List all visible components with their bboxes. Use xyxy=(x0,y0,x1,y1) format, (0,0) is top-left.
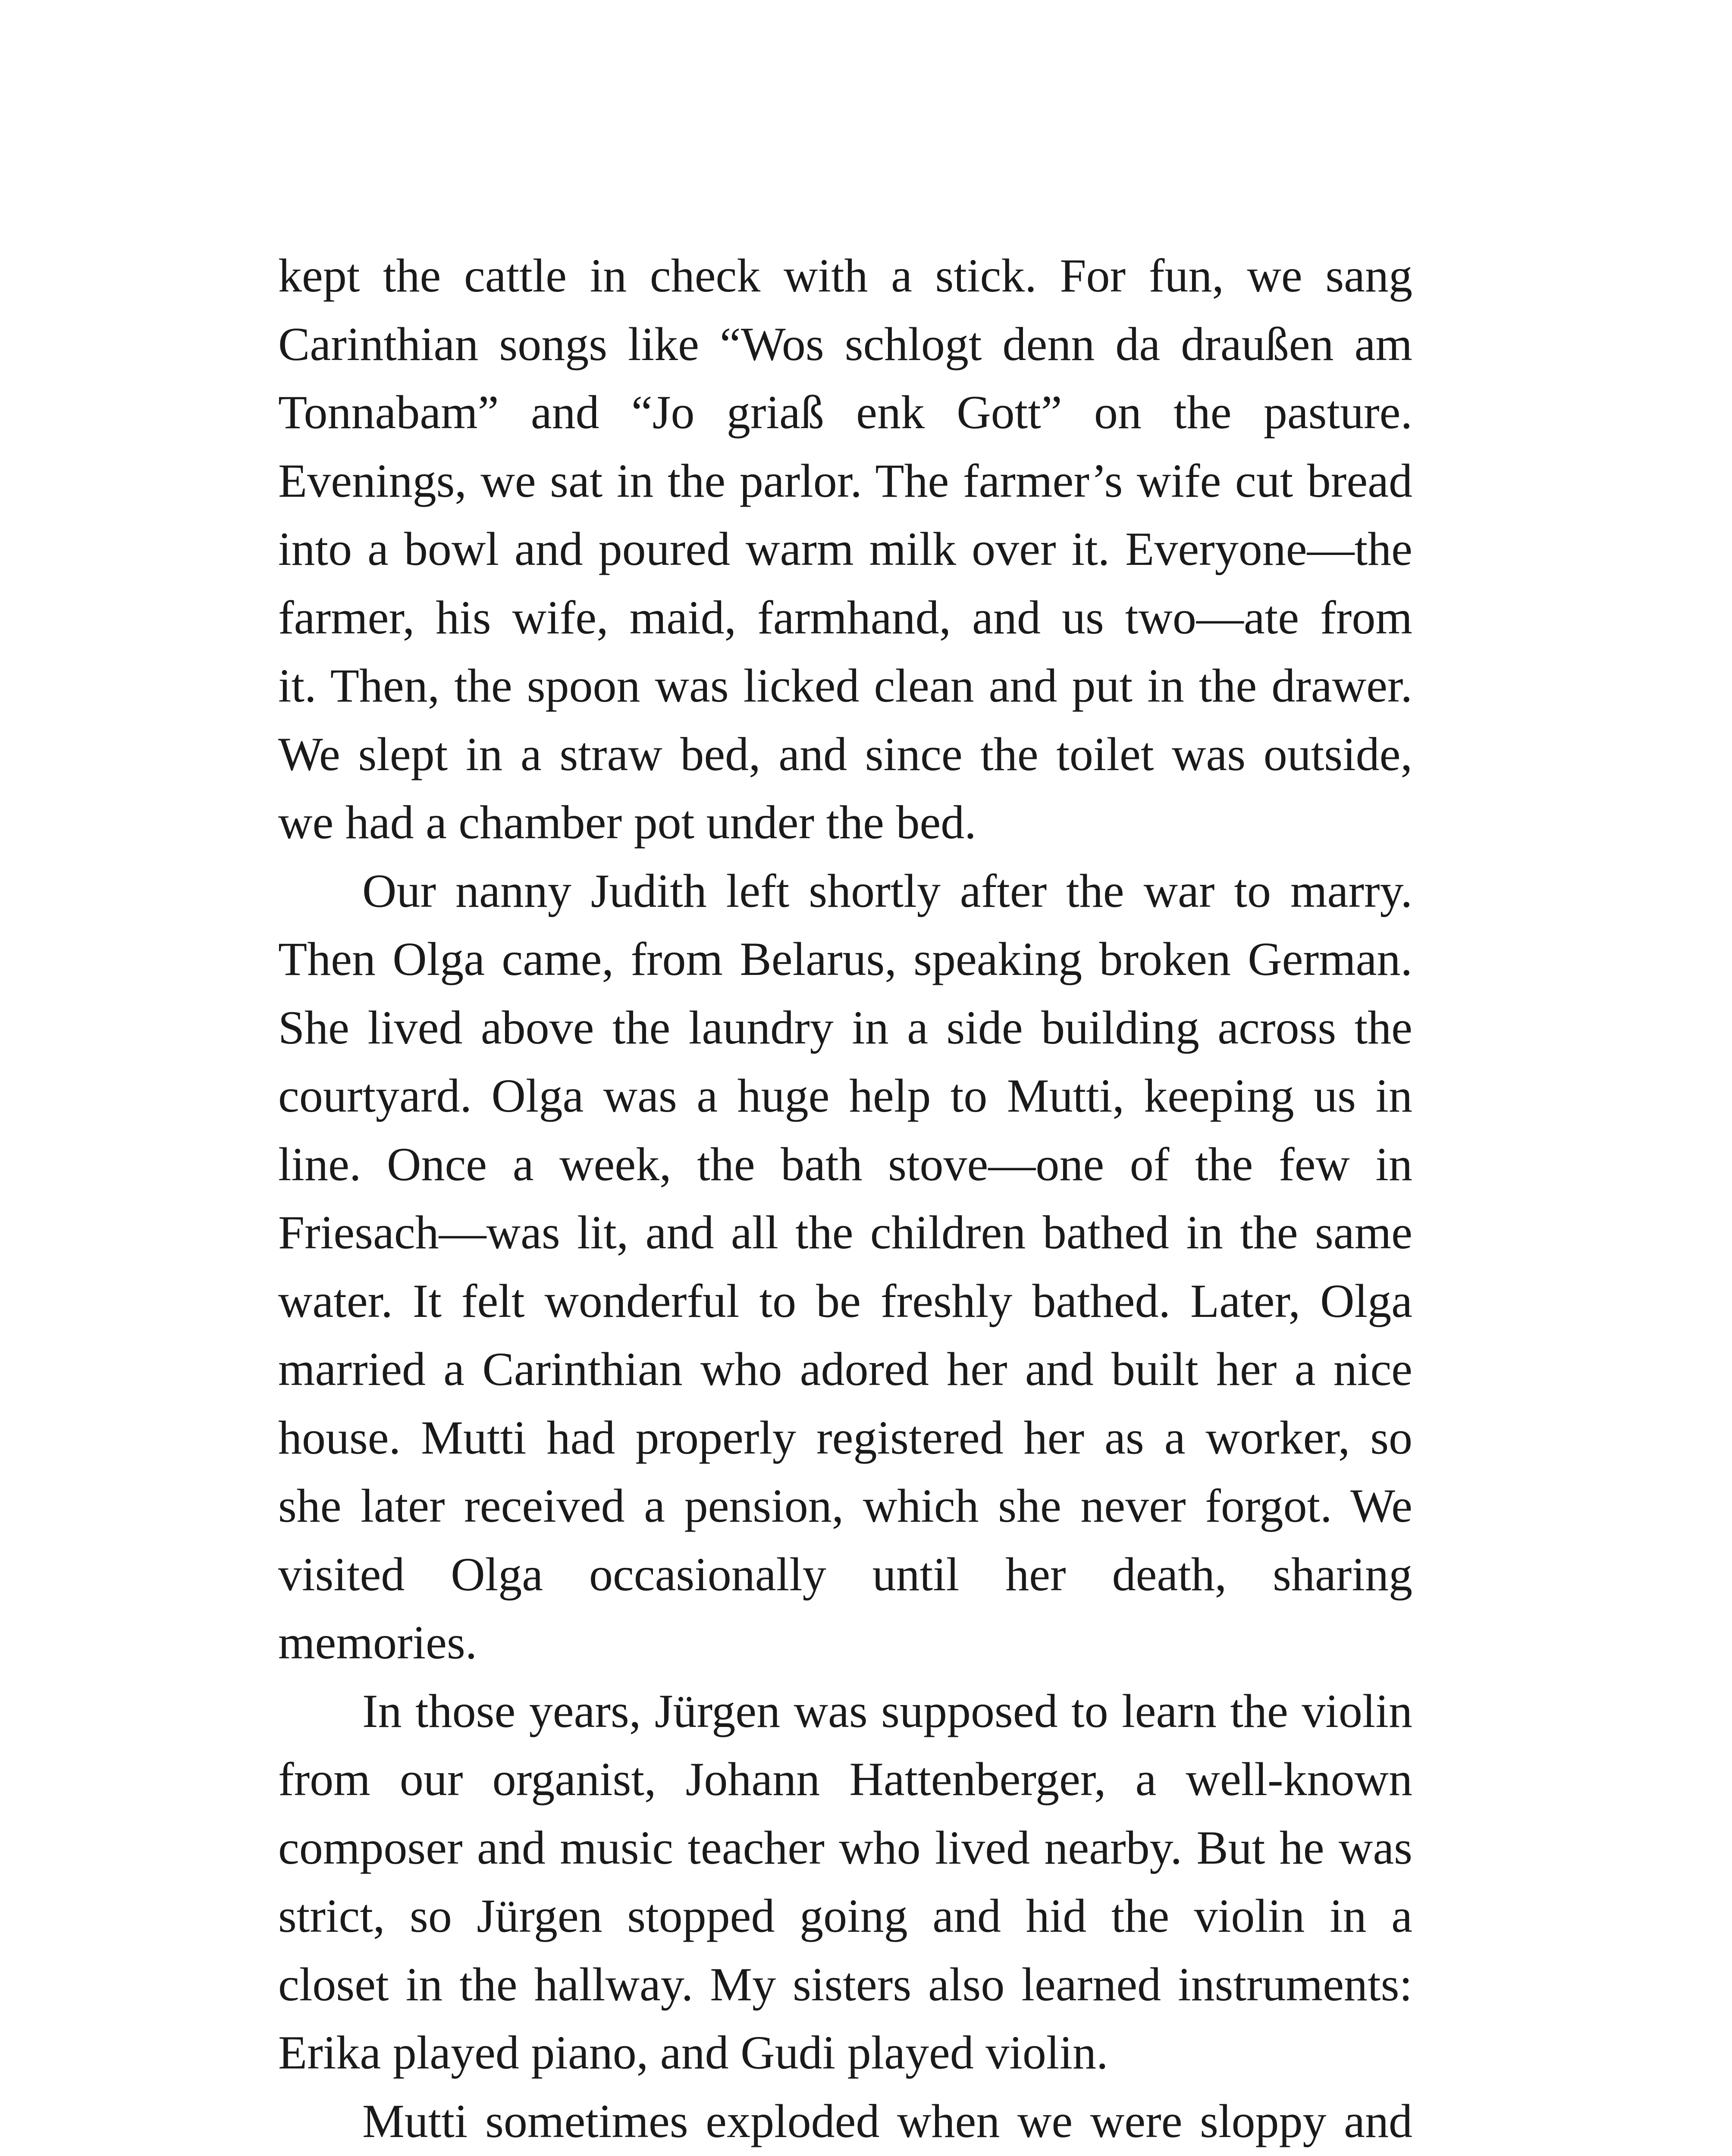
text-line: Evenings, we sat in the parlor. The farmer’s wife cut bread xyxy=(278,454,1412,507)
text-line: house. Mutti had properly registered her as a worker, so xyxy=(278,1411,1412,1464)
text-line: She lived above the laundry in a side building across the xyxy=(278,1001,1412,1054)
paragraph xyxy=(278,241,1412,857)
body-text xyxy=(278,241,1412,2156)
text-line: In those years, Jürgen was supposed to learn the violin xyxy=(362,1684,1412,1737)
text-line: we had a chamber pot under the bed. xyxy=(278,796,976,849)
text-line: Tonnabam” and “Jo griaß enk Gott” on the pasture. xyxy=(278,386,1412,439)
text-line: Our nanny Judith left shortly after the war to marry. xyxy=(362,864,1412,917)
text-line: line. Once a week, the bath stove—one of the few in xyxy=(278,1138,1412,1191)
paragraph xyxy=(278,857,1412,1677)
text-line: composer and music teacher who lived nearby. But he was xyxy=(278,1821,1412,1874)
text-line: strict, so Jürgen stopped going and hid the violin in a xyxy=(278,1890,1412,1942)
text-line: from our organist, Johann Hattenberger, a well-known xyxy=(278,1753,1412,1805)
text-line: Erika played piano, and Gudi played violin. xyxy=(278,2026,1108,2079)
text-line: Mutti sometimes exploded when we were sloppy and xyxy=(362,2094,1412,2147)
paragraph xyxy=(278,1677,1412,2087)
text-line: married a Carinthian who adored her and built her a nice xyxy=(278,1343,1412,1395)
text-line: into a bowl and poured warm milk over it. Everyone—the xyxy=(278,523,1412,575)
text-line: Then Olga came, from Belarus, speaking broken German. xyxy=(278,933,1412,985)
text-line: kept the cattle in check with a stick. For fun, we sang xyxy=(278,249,1412,302)
text-line: Carinthian songs like “Wos schlogt denn da draußen am xyxy=(278,317,1412,370)
text-line: farmer, his wife, maid, farmhand, and us two—ate from xyxy=(278,591,1412,644)
text-line: it. Then, the spoon was licked clean and put in the drawer. xyxy=(278,659,1412,712)
text-line: We slept in a straw bed, and since the toilet was outside, xyxy=(278,727,1412,780)
text-line: courtyard. Olga was a huge help to Mutti, keeping us in xyxy=(278,1069,1412,1122)
paragraph xyxy=(278,2087,1412,2156)
text-line: visited Olga occasionally until her death, sharing xyxy=(278,1548,1412,1601)
text-line: water. It felt wonderful to be freshly bathed. Later, Olga xyxy=(278,1274,1412,1327)
text-line: Friesach—was lit, and all the children bathed in the same xyxy=(278,1206,1412,1259)
text-line: she later received a pension, which she never forgot. We xyxy=(278,1479,1412,1532)
text-line: closet in the hallway. My sisters also learned instruments: xyxy=(278,1958,1412,2011)
text-line: memories. xyxy=(278,1616,477,1669)
